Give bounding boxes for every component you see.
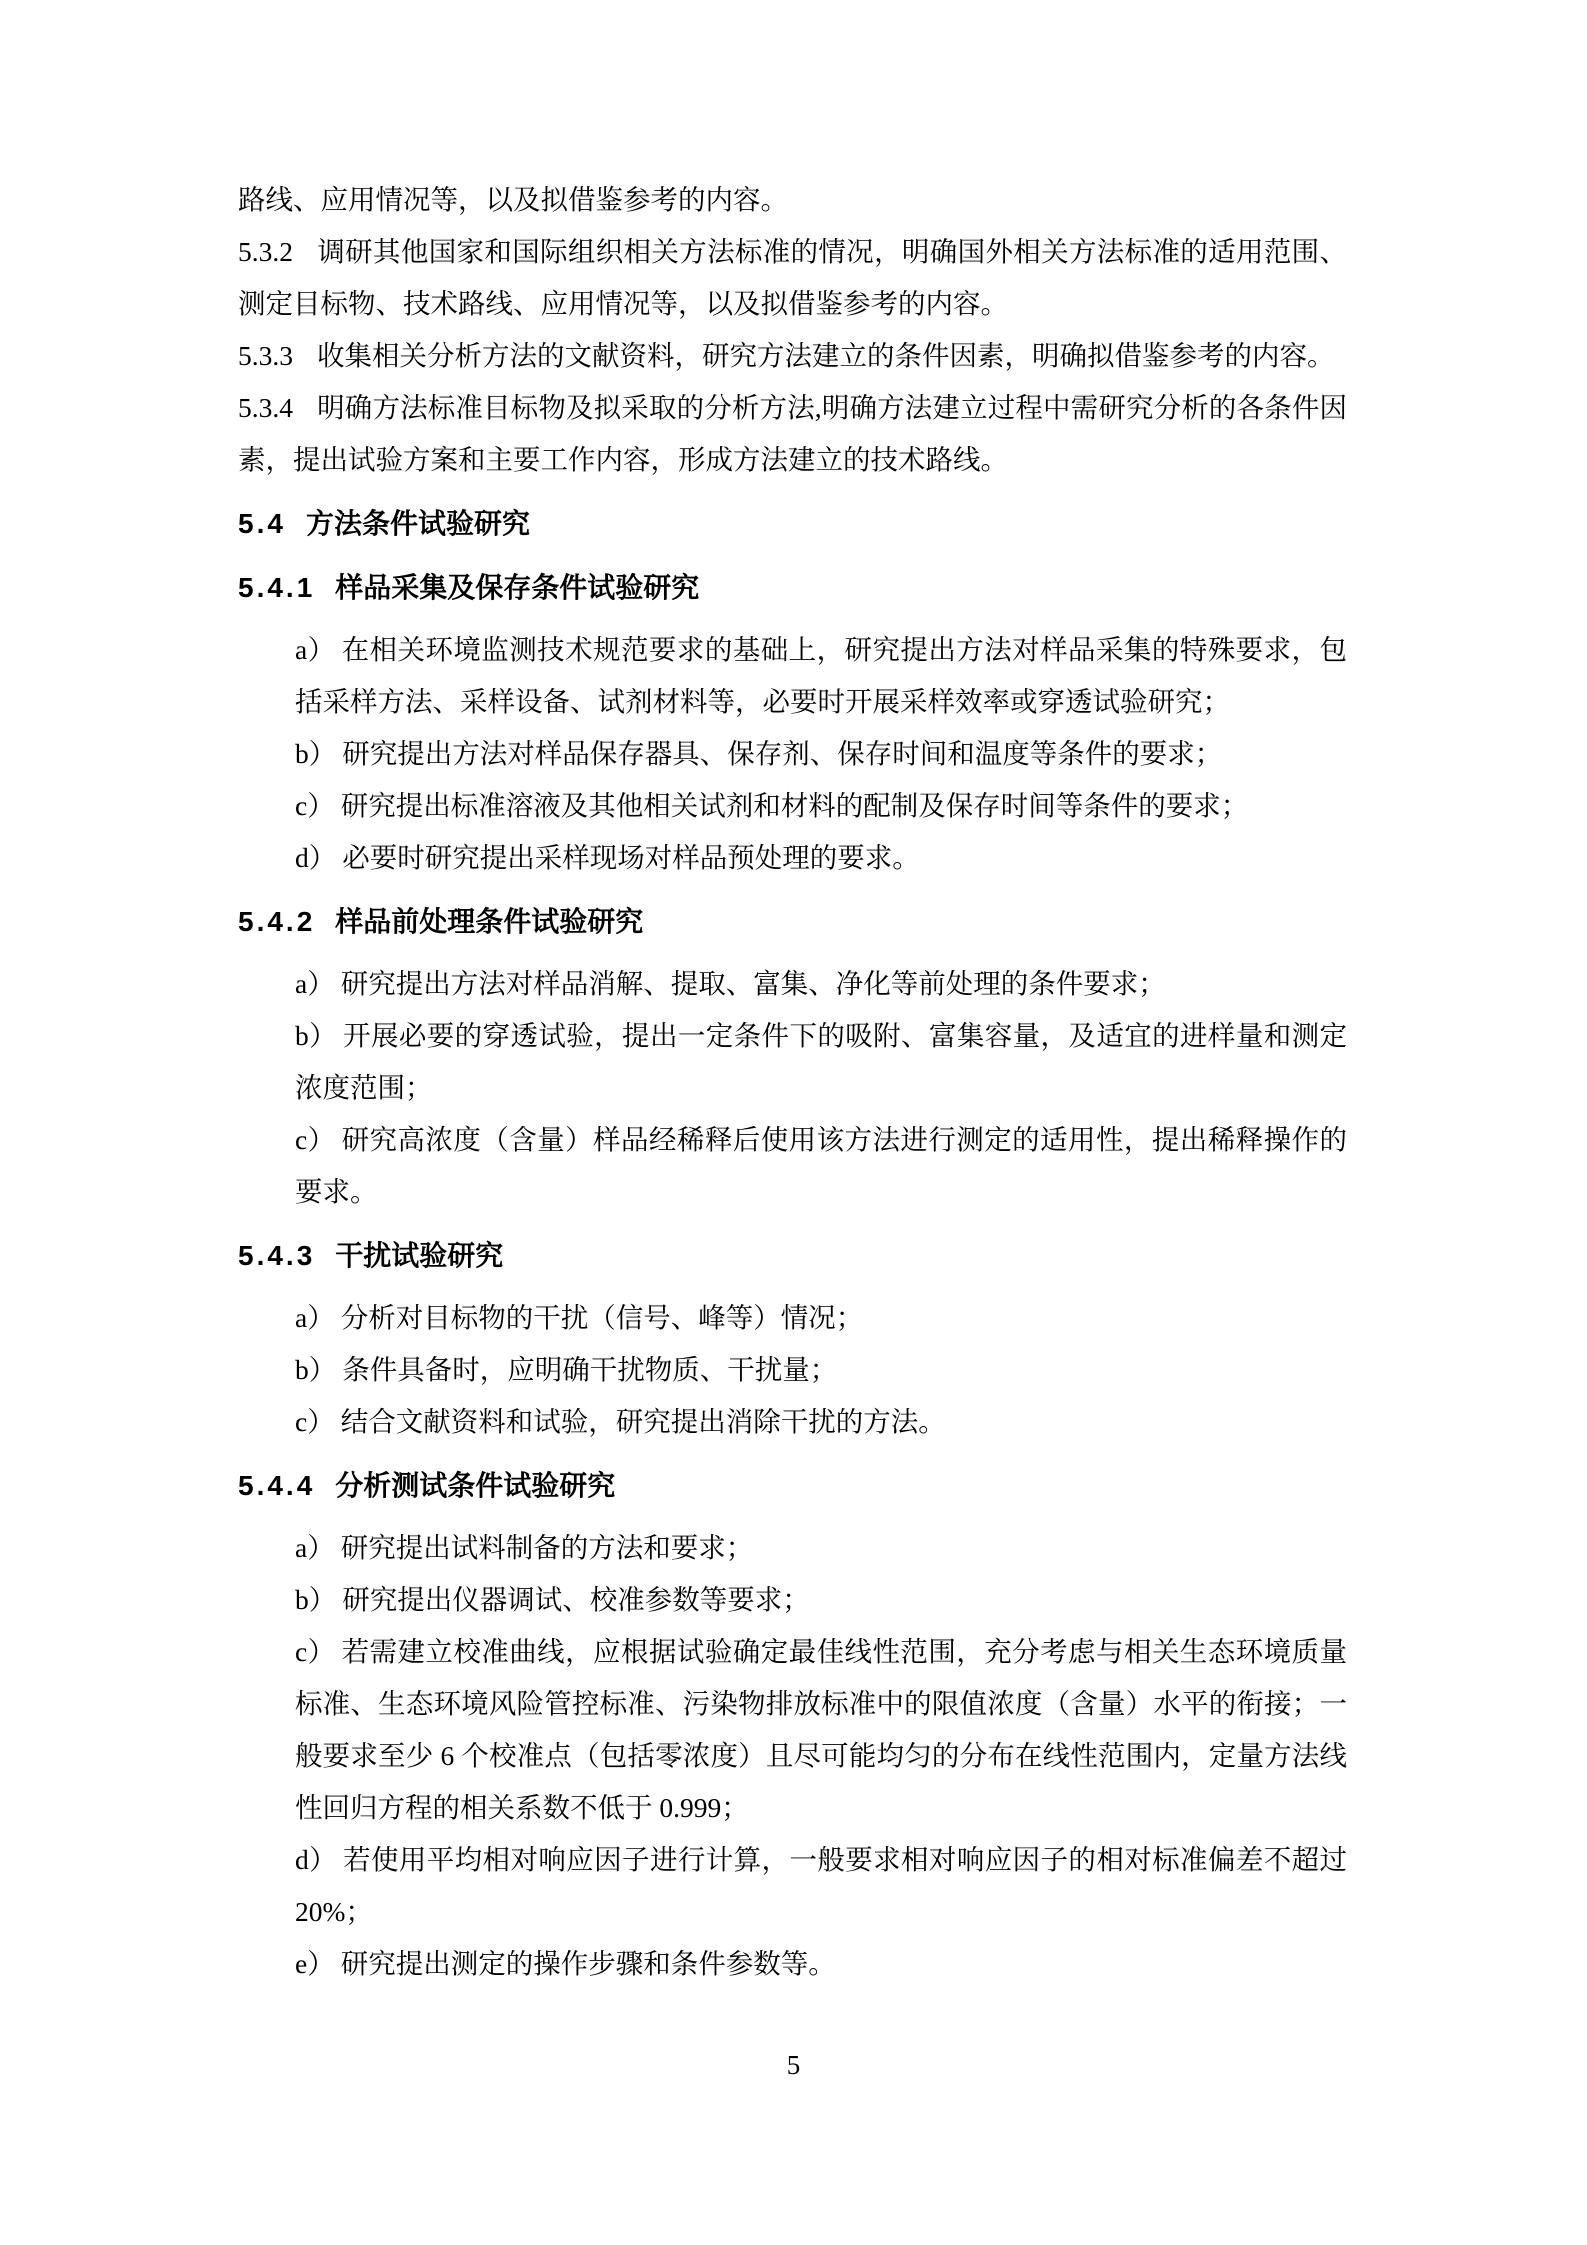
list-item-text: 若使用平均相对响应因子进行计算，一般要求相对响应因子的相对标准偏差不超过 20%； <box>295 1844 1348 1927</box>
paragraph-text: 路线、应用情况等，以及拟借鉴参考的内容。 <box>238 184 788 215</box>
list-item-text: 研究高浓度（含量）样品经稀释后使用该方法进行测定的适用性，提出稀释操作的要求。 <box>295 1124 1347 1207</box>
page-number: 5 <box>786 2050 801 2080</box>
list-item-marker: b） <box>295 1020 338 1051</box>
list-item <box>295 624 1347 728</box>
clause-text: 调研其他国家和国际组织相关方法标准的情况，明确国外相关方法标准的适用范围、测定目标物、技术路线、应用情况等，以及拟借鉴参考的内容。 <box>238 236 1347 319</box>
list-5-4-1 <box>238 624 1347 884</box>
list-item-marker: c） <box>295 1636 336 1667</box>
list-item-marker: a） <box>295 1302 335 1333</box>
list-item <box>295 1938 1347 1990</box>
clause-text: 明确方法标准目标物及拟采取的分析方法,明确方法建立过程中需研究分析的各条件因素，提出试验方案和主要工作内容，形成方法建立的技术路线。 <box>238 392 1347 475</box>
list-item-text: 在相关环境监测技术规范要求的基础上，研究提出方法对样品采集的特殊要求，包括采样方法、采样设备、试剂材料等，必要时开展采样效率或穿透试验研究； <box>295 634 1347 717</box>
list-item-text: 分析对目标物的干扰（信号、峰等）情况； <box>340 1302 864 1333</box>
heading-title: 样品采集及保存条件试验研究 <box>335 572 700 603</box>
list-item <box>295 1114 1347 1218</box>
list-item <box>295 1396 1347 1448</box>
list-5-4-2 <box>238 958 1347 1218</box>
list-item-marker: d） <box>295 1844 338 1875</box>
heading-5-4-1 <box>238 562 1347 614</box>
heading-title: 分析测试条件试验研究 <box>335 1470 616 1501</box>
list-item-marker: a） <box>295 968 335 999</box>
list-item-marker: b） <box>295 738 337 769</box>
list-item-text: 结合文献资料和试验，研究提出消除干扰的方法。 <box>340 1406 946 1437</box>
page-content <box>238 174 1347 1990</box>
list-item-text: 必要时研究提出采样现场对样品预处理的要求。 <box>342 842 920 873</box>
list-item-marker: a） <box>295 1532 335 1563</box>
list-item-marker: c） <box>295 790 335 821</box>
list-item <box>295 832 1347 884</box>
heading-title: 方法条件试验研究 <box>305 508 530 539</box>
list-item-marker: b） <box>295 1354 337 1385</box>
list-item <box>295 1834 1347 1938</box>
list-item-marker: c） <box>295 1406 335 1437</box>
list-item <box>295 728 1347 780</box>
list-item-text: 开展必要的穿透试验，提出一定条件下的吸附、富集容量，及适宜的进样量和测定浓度范围； <box>295 1020 1348 1103</box>
heading-5-4-2 <box>238 896 1347 948</box>
heading-number: 5.4.2 <box>238 906 316 937</box>
list-5-4-4 <box>238 1522 1347 1990</box>
list-item <box>295 958 1347 1010</box>
list-item-marker: e） <box>295 1948 335 1979</box>
list-item-text: 若需建立校准曲线，应根据试验确定最佳线性范围，充分考虑与相关生态环境质量标准、生态环境风险管控标准、污染物排放标准中的限值浓度（含量）水平的衔接；一般要求至少 6 个校准点（包括零浓度）且尽可能均匀的分布在线性范围内，定量方法线性回归方程的相关系数不低于 0.999； <box>295 1636 1347 1823</box>
list-item-text: 条件具备时，应明确干扰物质、干扰量； <box>342 1354 838 1385</box>
list-item-text: 研究提出测定的操作步骤和条件参数等。 <box>340 1948 836 1979</box>
list-item <box>295 1626 1347 1834</box>
list-item-text: 研究提出试料制备的方法和要求； <box>340 1532 754 1563</box>
list-item-marker: b） <box>295 1584 337 1615</box>
list-item-text: 研究提出仪器调试、校准参数等要求； <box>342 1584 810 1615</box>
list-item-marker: c） <box>295 1124 336 1155</box>
list-item <box>295 1574 1347 1626</box>
heading-number: 5.4 <box>238 508 286 539</box>
clause-number: 5.3.3 <box>238 340 293 371</box>
list-5-4-3 <box>238 1292 1347 1448</box>
heading-number: 5.4.1 <box>238 572 316 603</box>
heading-title: 样品前处理条件试验研究 <box>335 906 644 937</box>
clause-5-3-4 <box>238 382 1347 486</box>
list-item-text: 研究提出方法对样品消解、提取、富集、净化等前处理的条件要求； <box>340 968 1166 999</box>
list-item <box>295 1292 1347 1344</box>
clause-5-3-3 <box>238 330 1347 382</box>
heading-title: 干扰试验研究 <box>335 1240 504 1271</box>
clause-text: 收集相关分析方法的文献资料，研究方法建立的条件因素，明确拟借鉴参考的内容。 <box>317 340 1335 371</box>
heading-5-4-4 <box>238 1460 1347 1512</box>
heading-number: 5.4.4 <box>238 1470 316 1501</box>
heading-number: 5.4.3 <box>238 1240 316 1271</box>
heading-5-4 <box>238 498 1347 550</box>
heading-5-4-3 <box>238 1230 1347 1282</box>
clause-5-3-2 <box>238 226 1347 330</box>
list-item <box>295 1344 1347 1396</box>
clause-number: 5.3.4 <box>238 392 293 423</box>
list-item-marker: a） <box>295 634 336 665</box>
list-item-text: 研究提出方法对样品保存器具、保存剂、保存时间和温度等条件的要求； <box>342 738 1223 769</box>
paragraph-continuation <box>238 174 1347 226</box>
list-item <box>295 780 1347 832</box>
list-item <box>295 1010 1347 1114</box>
list-item <box>295 1522 1347 1574</box>
list-item-marker: d） <box>295 842 337 873</box>
clause-number: 5.3.2 <box>238 236 293 267</box>
list-item-text: 研究提出标准溶液及其他相关试剂和材料的配制及保存时间等条件的要求； <box>340 790 1249 821</box>
